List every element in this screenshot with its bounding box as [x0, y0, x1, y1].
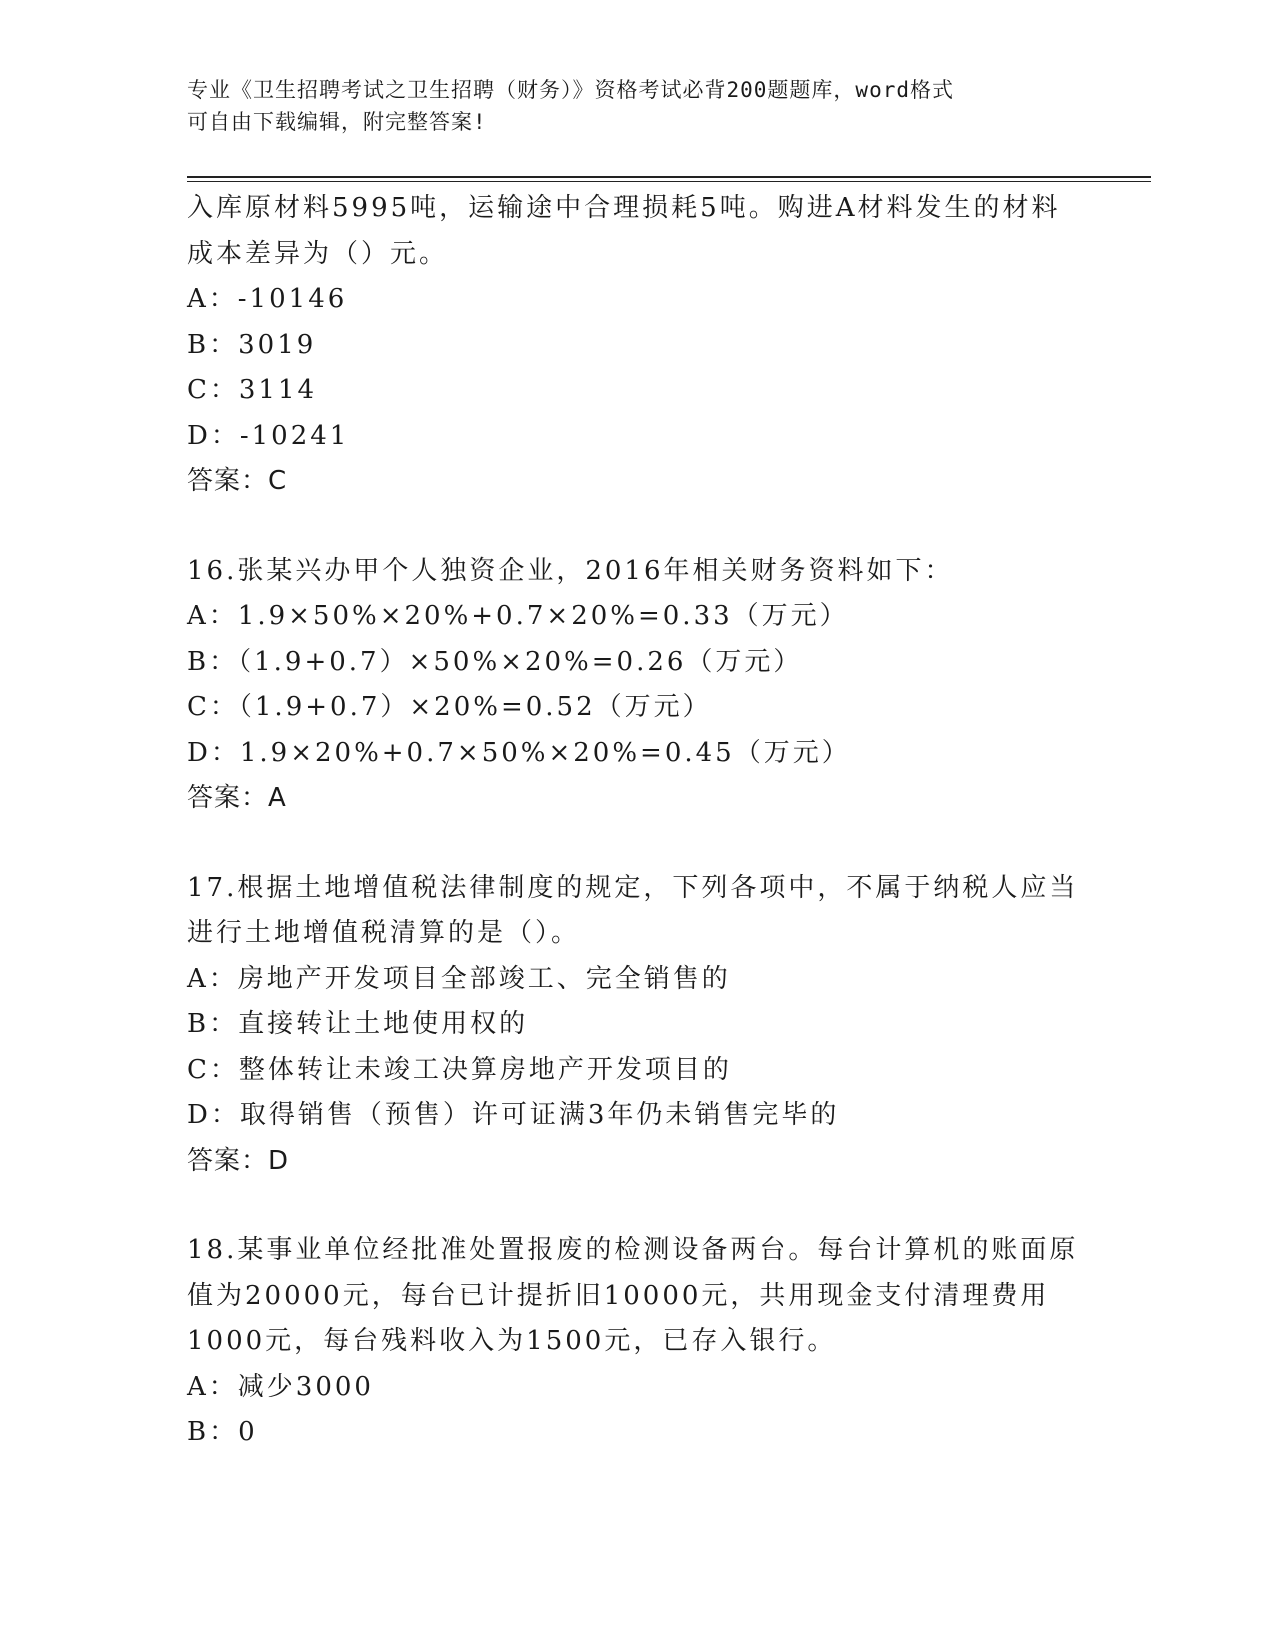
option-d: D：-10241 [187, 420, 350, 451]
header-line-1: 专业《卫生招聘考试之卫生招聘（财务）》资格考试必背200题题库，word格式 [187, 78, 954, 102]
option-c: C：整体转让未竣工决算房地产开发项目的 [187, 1054, 732, 1085]
option-a: A：1.9×50%×20%+0.7×20%=0.33（万元） [187, 601, 849, 631]
header-rule-thin [187, 181, 1151, 182]
option-b: B：直接转让土地使用权的 [187, 1009, 529, 1039]
option-b: B：0 [187, 1417, 258, 1447]
question-gap [187, 505, 1087, 549]
question-16 [187, 549, 1087, 822]
option-c: C：3114 [187, 375, 318, 405]
option-a: A：房地产开发项目全部竣工、完全销售的 [187, 963, 731, 994]
question-stem-line: 成本差异为（）元。 [187, 238, 449, 269]
question-17 [187, 866, 1087, 1185]
question-stem-line: 18.某事业单位经批准处置报废的检测设备两台。每台计算机的账面原 [187, 1235, 1079, 1265]
option-d: D：取得销售（预售）许可证满3年仍未销售完毕的 [187, 1100, 840, 1130]
question-list [187, 186, 1087, 1456]
document-header [187, 74, 1067, 138]
answer-line: 答案：D [187, 1145, 290, 1176]
option-a: A：-10146 [187, 284, 348, 314]
question-stem-line: 入库原材料5995吨，运输途中合理损耗5吨。购进A材料发生的材料 [187, 193, 1061, 223]
header-line-2: 可自由下载编辑，附完整答案! [187, 110, 487, 134]
option-b: B：3019 [187, 329, 317, 360]
answer-line: 答案：A [187, 783, 287, 813]
option-c: C：（1.9+0.7）×20%=0.52（万元） [187, 692, 712, 722]
header-rule-thick [187, 176, 1151, 178]
question-gap [187, 822, 1087, 866]
question-18 [187, 1228, 1087, 1456]
question-stem-line: 值为20000元，每台已计提折旧10000元，共用现金支付清理费用 [187, 1280, 1050, 1311]
option-b: B：（1.9+0.7）×50%×20%=0.26（万元） [187, 646, 803, 677]
question-stem-line: 16.张某兴办甲个人独资企业，2016年相关财务资料如下： [187, 555, 954, 586]
answer-line: 答案：C [187, 466, 288, 496]
question-gap [187, 1184, 1087, 1228]
question-stem-line: 进行土地增值税清算的是（）。 [187, 918, 581, 948]
question-stem-line: 1000元，每台残料收入为1500元，已存入银行。 [187, 1326, 837, 1356]
option-d: D：1.9×20%+0.7×50%×20%=0.45（万元） [187, 737, 851, 768]
question-stem-line: 17.根据土地增值税法律制度的规定，下列各项中，不属于纳税人应当 [187, 872, 1079, 903]
question-15 [187, 186, 1087, 505]
option-a: A：减少3000 [187, 1371, 374, 1402]
